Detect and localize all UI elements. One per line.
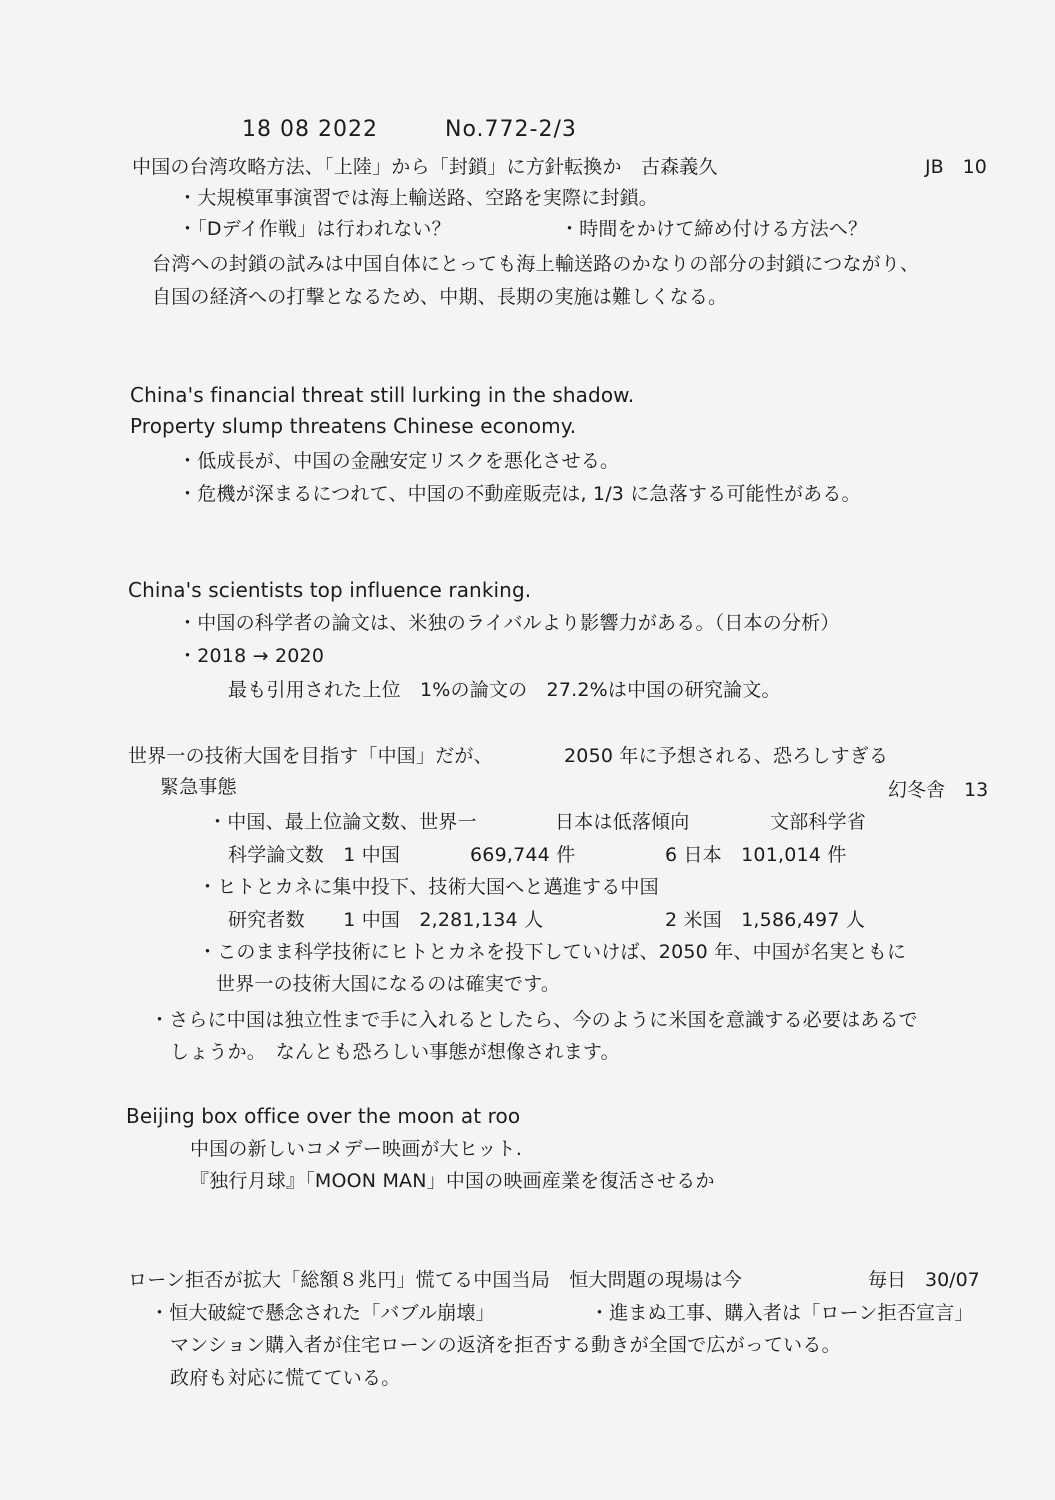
header-date: 18 08 2022 (242, 117, 378, 142)
sec1-para-2: 自国の経済への打撃となるため、中期、長期の実施は難しくなる。 (152, 286, 728, 308)
sec5-title: Beijing box office over the moon at roo (126, 1104, 521, 1128)
sec4-bullet-1a: ・中国、最上位論文数、世界一 (208, 811, 477, 833)
sec1-bullet-1: ・大規模軍事演習では海上輸送路、空路を実際に封鎖。 (178, 187, 659, 209)
sec6-para-2: 政府も対応に慌てている。 (170, 1367, 401, 1389)
sec4-row-2b: 2 米国 1,586,497 人 (665, 909, 866, 931)
sec4-source: 幻冬舎 13 (888, 779, 989, 801)
sec6-para-1: マンション購入者が住宅ローンの返済を拒否する動きが全国で広がっている。 (170, 1334, 841, 1356)
sec4-title-1b: 2050 年に予想される、恐ろしすぎる (564, 745, 889, 767)
sec4-row-1c: 6 日本 101,014 件 (665, 844, 847, 866)
sec4-bullet-4-cont: しょうか。 なんとも恐ろしい事態が想像されます。 (170, 1041, 620, 1063)
sec1-source: JB 10 (925, 156, 987, 178)
sec2-bullet-1: ・低成長が、中国の金融安定リスクを悪化させる。 (178, 450, 620, 472)
sec1-bullet-2b: ・時間をかけて締め付ける方法へ？ (560, 218, 868, 240)
sec3-bullet-1: ・中国の科学者の論文は、米独のライバルより影響力がある。（日本の分析） (178, 612, 840, 634)
sec4-bullet-1b: 日本は低落傾向 (555, 811, 690, 833)
sec2-title-1: China's financial threat still lurking in the shadow. (130, 383, 635, 407)
sec4-bullet-1c: 文部科学省 (770, 811, 867, 833)
sec2-bullet-2: ・危機が深まるにつれて、中国の不動産販売は, 1/3 に急落する可能性がある。 (178, 483, 861, 505)
sec3-bullet-2: ・2018 → 2020 (178, 645, 325, 667)
sec5-para-1: 中国の新しいコメデー映画が大ヒット. (190, 1138, 523, 1160)
sec6-source: 毎日 30/07 (868, 1269, 980, 1291)
sec4-row-1a: 科学論文数 1 中国 (228, 844, 401, 866)
sec4-title-1a: 世界一の技術大国を目指す「中国」だが、 (128, 745, 493, 767)
sec4-bullet-4: ・さらに中国は独立性まで手に入れるとしたら、今のように米国を意識する必要はあるで (150, 1009, 918, 1031)
sec3-title: China's scientists top influence ranking. (128, 578, 532, 602)
sec2-title-2: Property slump threatens Chinese economy. (130, 414, 577, 438)
sec1-title: 中国の台湾攻略方法、「上陸」から「封鎖」に方針転換か 古森義久 (132, 156, 718, 178)
sec5-para-2: 『独行月球』「MOON MAN」中国の映画産業を復活させるか (190, 1170, 715, 1192)
sec3-para: 最も引用された上位 1%の論文の 27.2%は中国の研究論文。 (228, 679, 781, 701)
sec6-title: ローン拒否が拡大「総額８兆円」慌てる中国当局 恒大問題の現場は今 (128, 1269, 743, 1291)
sec4-bullet-2: ・ヒトとカネに集中投下、技術大国へと邁進する中国 (198, 876, 659, 898)
sec6-bullet-1a: ・恒大破綻で懸念された「バブル崩壊」 (150, 1302, 495, 1324)
sec4-title-2: 緊急事態 (160, 776, 237, 798)
sec4-row-2a: 研究者数 1 中国 2,281,134 人 (228, 909, 544, 931)
sec4-bullet-3: ・このまま科学技術にヒトとカネを投下していけば、2050 年、中国が名実ともに (198, 941, 907, 963)
sec6-bullet-1b: ・進まぬ工事、購入者は「ローン拒否宣言」 (590, 1302, 974, 1324)
sec4-row-1b: 669,744 件 (470, 844, 576, 866)
sec4-bullet-3-cont: 世界一の技術大国になるのは確実です。 (216, 973, 561, 995)
sec1-bullet-2a: ・「Dデイ作戦」は行われない？ (178, 218, 451, 240)
header-number: No.772-2/3 (445, 117, 577, 142)
sec1-para-1: 台湾への封鎖の試みは中国自体にとっても海上輸送路のかなりの部分の封鎖につながり、 (152, 253, 920, 275)
